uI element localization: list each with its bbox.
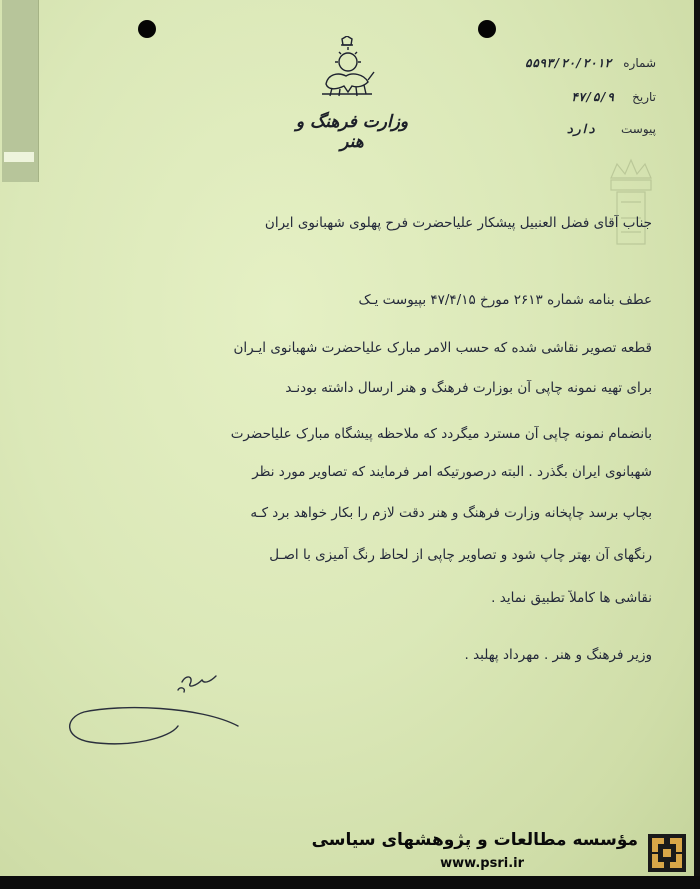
body-line-7: رنگهای آن بهتر چاپ شود و تصاویر چاپی از لحاظ رنگ آمیزی با اصـل: [269, 547, 652, 563]
tape-strip: [4, 152, 34, 162]
number-value: ۵۵۹۳/۲۰/۲۰۱۲: [524, 56, 612, 70]
number-label: شماره: [623, 56, 656, 70]
punch-hole-left: [138, 20, 156, 38]
body-line-2: قطعه تصویر نقاشی شده که حسب الامر مبارک علیاحضرت شهبانوی ایـران: [233, 340, 652, 356]
letter-number-row: [525, 56, 656, 70]
attachment-label: پیوست: [621, 122, 656, 136]
handwritten-signature: [60, 668, 250, 748]
ministry-name: وزارت فرهنگ و هنر: [295, 112, 409, 152]
date-value: ۴۷/۵/۹: [570, 90, 615, 104]
psri-logo-icon: [648, 834, 686, 872]
institute-name: مؤسسه مطالعات و پژوهشهای سیاسی: [311, 830, 638, 850]
body-line-4: بانضمام نمونه چاپی آن مسترد میگردد که ملاحظه پیشگاه مبارک علیاحضرت: [230, 426, 652, 442]
salutation: جناب آقای فضل العنبیل پیشکار علیاحضرت فرح پهلوی شهبانوی ایران: [264, 215, 652, 231]
attachment-value: دارد: [566, 122, 596, 136]
institute-url: www.psri.ir: [440, 856, 524, 871]
letter-date-row: [571, 90, 656, 104]
body-line-5: شهبانوی ایران بگذرد . البته درصورتیکه امر فرمایند که تصاویر مورد نظر: [252, 464, 652, 480]
lion-and-sun-emblem-icon: [318, 36, 376, 98]
date-label: تاریخ: [632, 90, 656, 104]
body-line-3: برای تهیه نمونه چاپی آن بوزارت فرهنگ و هنر ارسال داشته بودنـد: [285, 380, 652, 396]
scan-border-right: [694, 0, 700, 889]
attachment-row: [566, 122, 656, 136]
body-line-8: نقاشی ها کاملاً تطبیق نماید .: [491, 590, 652, 606]
signatory-line: وزیر فرهنگ و هنر . مهرداد پهلبد .: [464, 647, 652, 663]
scan-border-bottom: [0, 876, 700, 889]
crown-watermark-icon: [603, 158, 659, 248]
punch-hole-right: [478, 20, 496, 38]
body-line-6: بچاپ برسد چاپخانه وزارت فرهنگ و هنر دقت لازم را بکار خواهد برد کـه: [250, 505, 652, 521]
body-line-1: عطف بنامه شماره ۲۶۱۳ مورخ ۴۷/۴/۱۵ بپیوست یـک: [358, 292, 652, 308]
